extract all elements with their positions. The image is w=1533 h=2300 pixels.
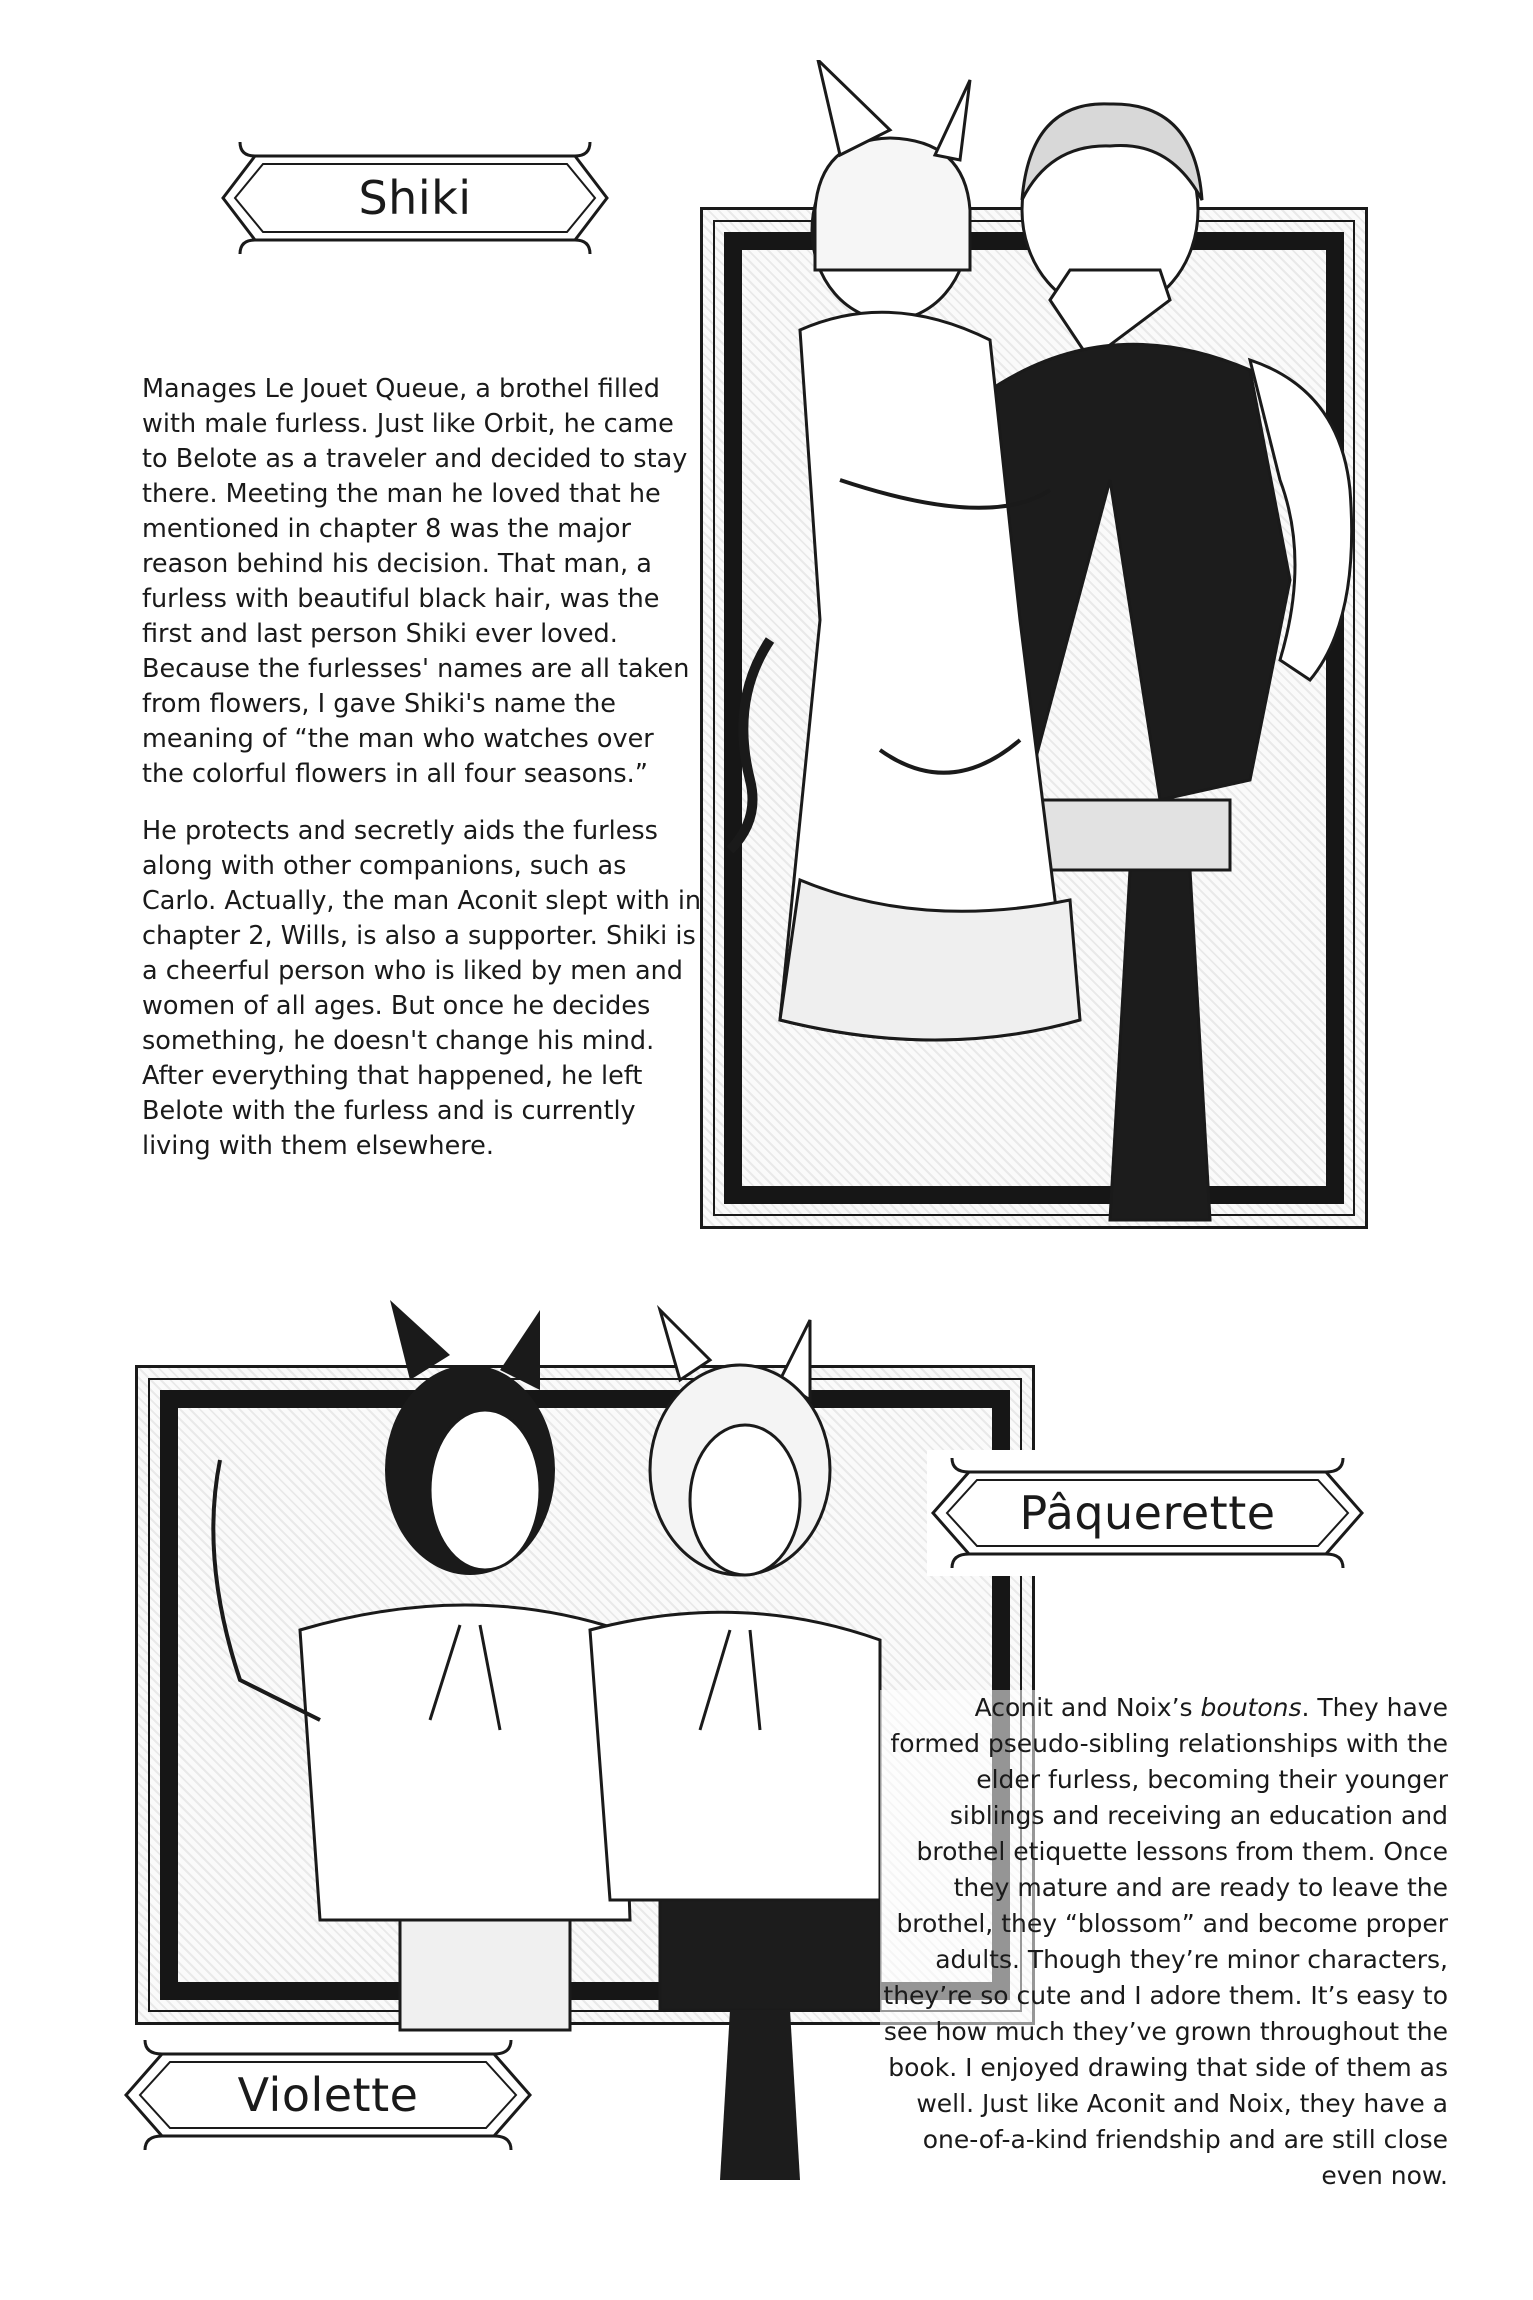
boutons-bio xyxy=(880,1690,1448,2216)
boutons-bio-rest: . They have formed pseudo-sibling relationships with the elder furless, becoming their younger siblings and receiving an education and brothel etiquette lessons from them. Once they mature and are ready to leave the brothel, they “blossom” and become proper adults. Though they’re minor characters, they’re so cute and I adore them. It’s easy to see how much they’ve grown throughout the book. I enjoyed drawing that side of them as well. Just like Aconit and Noix, they have a one-of-a-kind friendship and are still close even now. xyxy=(883,1693,1448,2190)
shiki-name-banner xyxy=(215,128,615,268)
paquerette-name-banner xyxy=(925,1448,1370,1578)
boutons-bio-paragraph xyxy=(880,1690,1448,2194)
violette-name-label: Violette xyxy=(237,2068,419,2122)
shiki-bio-paragraph-2: He protects and secretly aids the furless along with other companions, such as Carlo. Actually, the man Aconit slept with in chapter 2, Wills, is also a supporter. Shiki is a cheerful person who is liked by men and women of all ages. But once he decides something, he doesn't change his mind. After everything that happened, he left Belote with the furless and is currently living with them elsewhere. xyxy=(142,816,702,1161)
boutons-bio-lead: Aconit and Noix’s xyxy=(974,1693,1201,1722)
violette-name-banner xyxy=(118,2030,538,2160)
shiki-bio-paragraph-1: Manages Le Jouet Queue, a brothel filled with male furless. Just like Orbit, he came to Belote as a traveler and decided to stay there. Meeting the man he loved that he mentioned in chapter 8 was the major reason behind his decision. That man, a furless with beautiful black hair, was the first and last person Shiki ever loved. Because the furlesses' names are all taken from flowers, I gave Shiki's name the meaning of “the man who watches over the colorful flowers in all four seasons.” xyxy=(142,374,690,789)
shiki-illustration xyxy=(690,60,1380,1240)
shiki-name-label: Shiki xyxy=(358,171,472,225)
shiki-bio xyxy=(142,372,702,1186)
paquerette-name-label: Pâquerette xyxy=(1019,1486,1276,1540)
boutons-bio-emphasis: boutons xyxy=(1200,1693,1302,1722)
